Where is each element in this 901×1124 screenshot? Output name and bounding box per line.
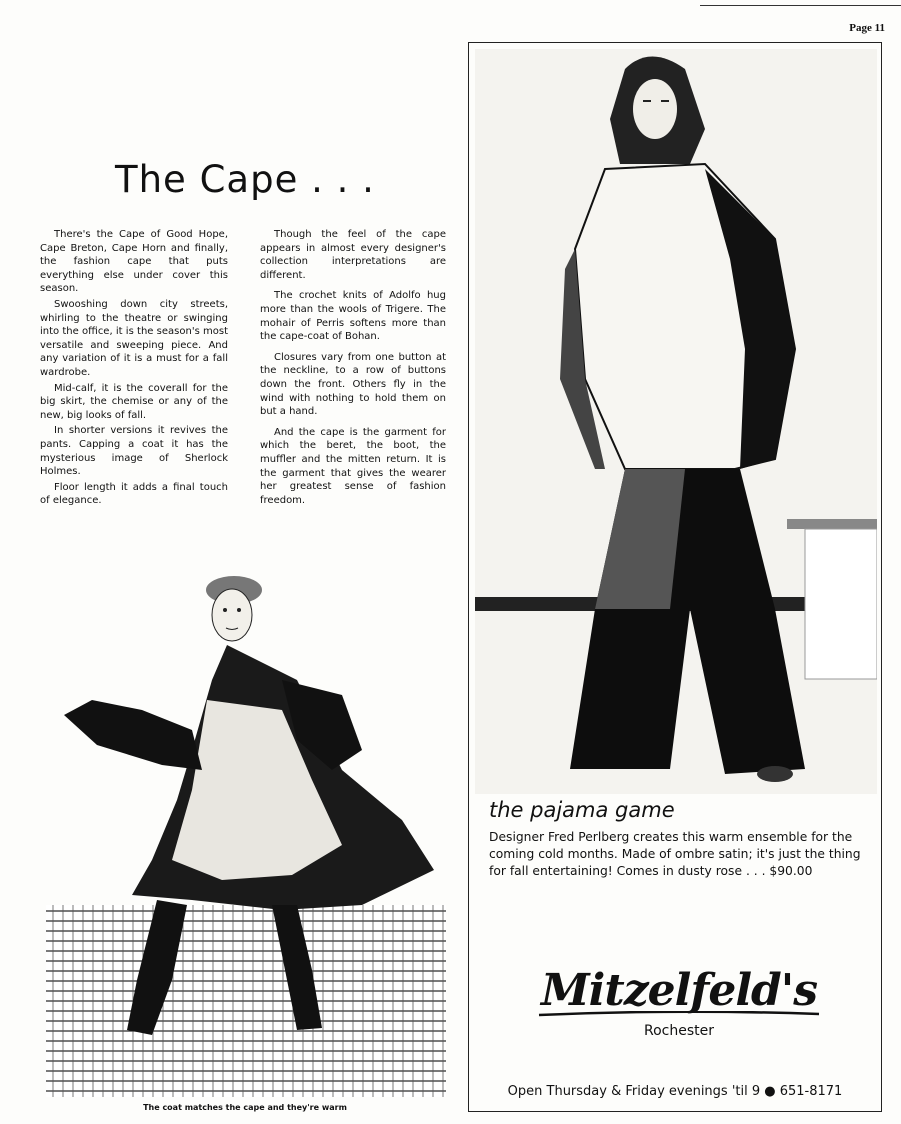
page-number: Page 11 (849, 22, 885, 34)
article-column-right (260, 228, 446, 514)
paragraph: Closures vary from one button at the neckline, to a row of buttons down the front. Others fly in the wind with nothing to hold them on but a hand. (260, 351, 446, 418)
top-rule (700, 5, 901, 6)
photo-caption: The coat matches the cape and they're warm (143, 1103, 347, 1112)
store-city: Rochester (644, 1023, 714, 1039)
ad-body-text: Designer Fred Perlberg creates this warm ensemble for the coming cold months. Made of ombre satin; it's just the thing for fall entertaining! Comes in dusty rose . . . $90.00 (489, 830, 861, 878)
store-hours: Open Thursday & Friday evenings 'til 9 ● 651-8171 (507, 1084, 843, 1099)
paragraph: And the cape is the garment for which the beret, the boot, the muffler and the mitten return. It is the garment that gives the wearer her greatest sense of fashion freedom. (260, 426, 446, 506)
article-column-left (40, 228, 228, 510)
paragraph: Floor length it adds a final touch of elegance. (40, 481, 228, 507)
paragraph: The crochet knits of Adolfo hug more than the wools of Trigere. The mohair of Perris softens more than the cape-coat of Bohan. (260, 290, 446, 343)
logo-swash (529, 1011, 829, 1017)
pajama-model-photo (475, 49, 877, 829)
paragraph: There's the Cape of Good Hope, Cape Breton, Cape Horn and finally, the fashion cape that puts everything else under cover this season. (40, 229, 228, 295)
ad-title: the pajama game (489, 798, 675, 822)
store-logo: Mitzelfeld's (540, 965, 818, 1016)
paragraph: In shorter versions it revives the pants. Capping a coat it has the mysterious image of Sherlock Holmes. (40, 425, 228, 478)
article-headline: The Cape . . . (115, 158, 375, 201)
paragraph: Mid-calf, it is the coverall for the big skirt, the chemise or any of the new, big looks of fall. (40, 382, 228, 421)
pajama-game-advertisement (468, 42, 882, 1112)
cape-model-photo (42, 560, 448, 1100)
paragraph: Swooshing down city streets, whirling to the theatre or swinging into the office, it is the season's most versatile and sweeping piece. And any variation of it is a must for a fall wardrobe. (40, 298, 228, 378)
paragraph: Though the feel of the cape appears in almost every designer's collection interpretations are different. (260, 229, 446, 281)
